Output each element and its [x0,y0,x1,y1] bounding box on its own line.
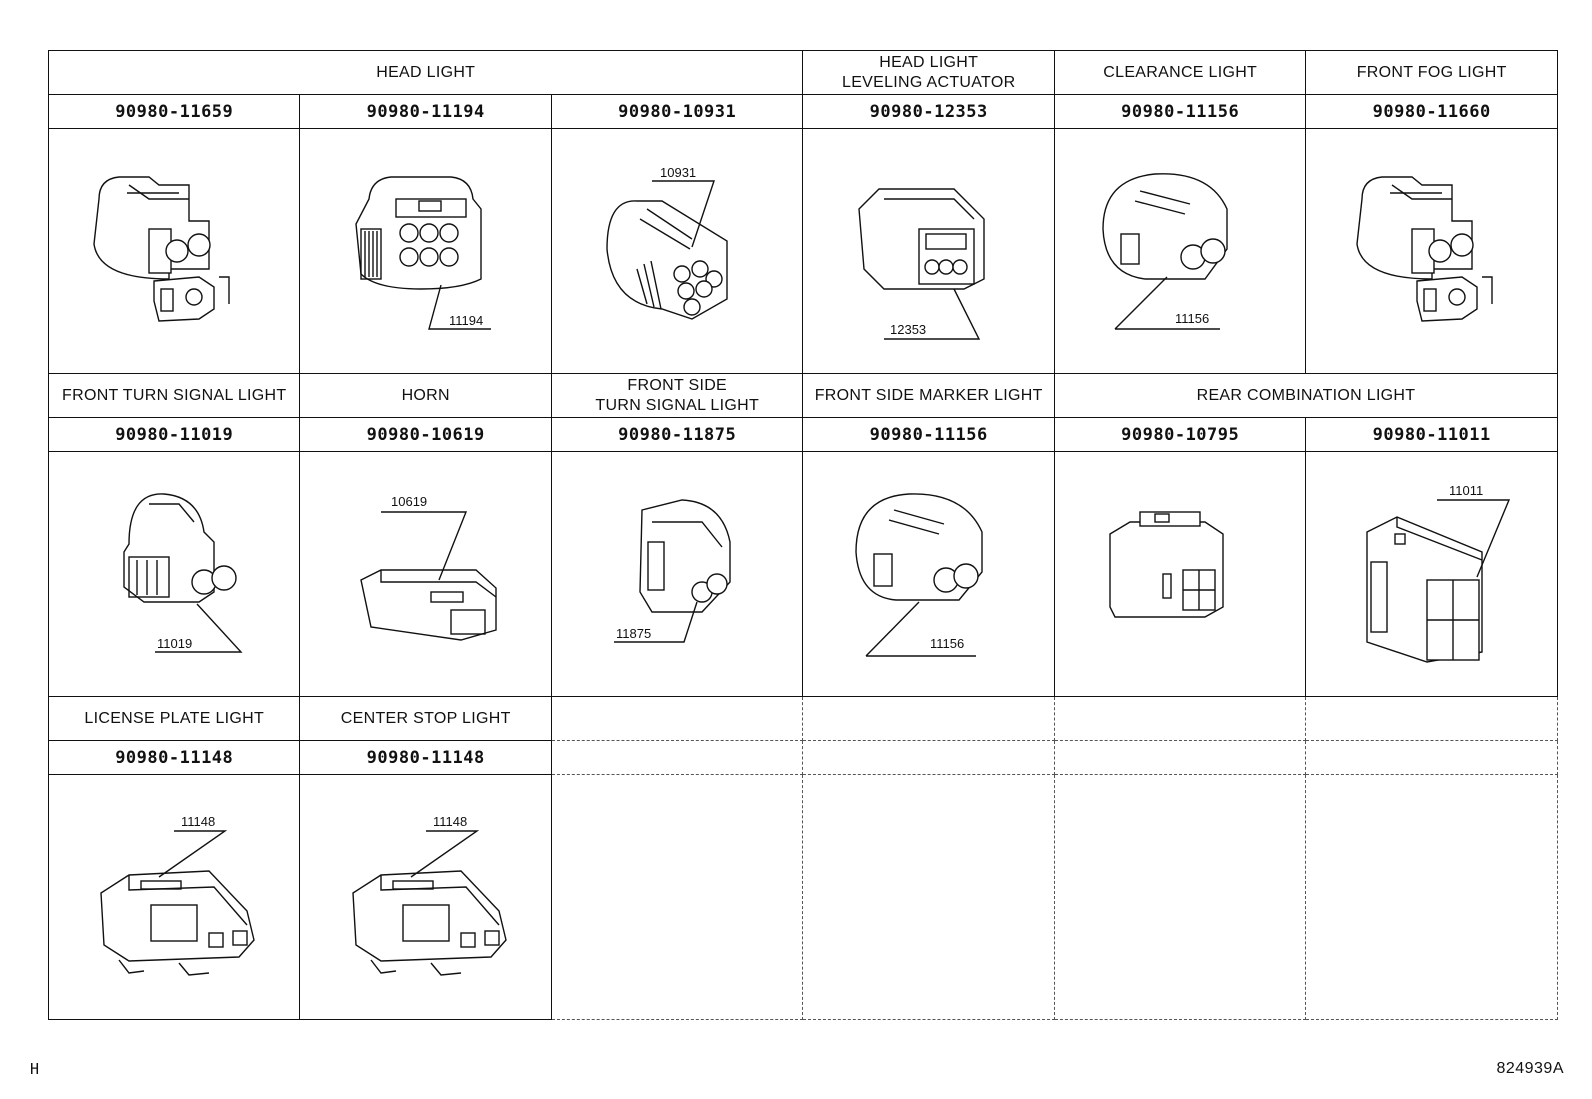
part-number: 90980-11660 [1306,95,1558,129]
connector-2pin-hooded-drawing [804,452,1054,696]
empty-cell [1054,697,1305,741]
connector-6pin-round-drawing [301,129,551,373]
connector-illustration [300,775,551,1020]
empty-cell [1054,741,1305,775]
connector-illustration [1054,452,1305,697]
connector-4pin-box-drawing [1055,452,1305,696]
empty-cell [1306,775,1558,1020]
connector-side-turn-drawing [552,452,802,696]
connector-illustration [803,452,1054,697]
callout-label: 10619 [390,494,427,509]
group-title-center-stop: CENTER STOP LIGHT [300,697,551,741]
connector-6pin-angled-drawing [552,129,802,373]
group-title-clearance-light: CLEARANCE LIGHT [1054,51,1305,95]
connector-3pin-box-drawing [804,129,1054,373]
callout-label: 11156 [1175,311,1210,326]
footer-mark: H [30,1060,40,1078]
group-title-rear-combination: REAR COMBINATION LIGHT [1054,374,1557,418]
part-number: 90980-11156 [803,418,1054,452]
part-number: 90980-10931 [551,95,803,129]
group-title-front-side-turn-signal: FRONT SIDE TURN SIGNAL LIGHT [551,374,803,418]
connector-2pin-drawing [49,452,299,696]
empty-cell [551,775,803,1020]
connector-plate-drawing [301,775,551,1019]
callout-label: 11148 [432,814,467,829]
connector-grid [48,50,1558,1020]
connector-illustration [1306,452,1558,697]
connector-illustration [300,129,551,374]
group-title-front-side-marker: FRONT SIDE MARKER LIGHT [803,374,1054,418]
connector-2pin-hooded-drawing [1055,129,1305,373]
group-title-license-plate: LICENSE PLATE LIGHT [49,697,300,741]
connector-illustration [551,452,803,697]
connector-illustration [803,129,1054,374]
part-number: 90980-10619 [300,418,551,452]
group-title-horn: HORN [300,374,551,418]
empty-cell [1306,697,1558,741]
callout-label: 10931 [660,165,697,180]
callout-label: 11011 [1448,483,1483,498]
group-title-head-light: HEAD LIGHT [49,51,803,95]
part-number: 90980-11156 [1054,95,1305,129]
callout-label: 12353 [889,322,926,337]
part-number: 90980-11659 [49,95,300,129]
empty-cell [551,697,803,741]
connector-plate-drawing [49,775,299,1019]
part-number: 90980-10795 [1054,418,1305,452]
empty-cell [803,697,1054,741]
part-number: 90980-11194 [300,95,551,129]
callout-label: 11156 [929,636,964,651]
callout-label: 11194 [448,313,483,328]
part-number: 90980-11875 [551,418,803,452]
empty-cell [1306,741,1558,775]
connector-illustration [49,452,300,697]
connector-4pin-tall-drawing [1307,452,1557,696]
callout-label: 11019 [157,636,193,651]
connector-horn-drawing [301,452,551,696]
empty-cell [1054,775,1305,1020]
drawing-number: 824939A [1496,1060,1564,1077]
connector-illustration [1306,129,1558,374]
part-number: 90980-11011 [1306,418,1558,452]
group-title-front-fog-light: FRONT FOG LIGHT [1306,51,1558,95]
connector-2pin-latch-drawing [49,129,299,373]
callout-label: 11148 [181,814,216,829]
empty-cell [551,741,803,775]
connector-illustration [49,775,300,1020]
callout-label: 11875 [616,626,652,641]
part-number: 90980-11019 [49,418,300,452]
connector-illustration [1054,129,1305,374]
group-title-leveling-actuator: HEAD LIGHT LEVELING ACTUATOR [803,51,1054,95]
connector-2pin-latch-drawing [1307,129,1557,373]
connector-illustration [551,129,803,374]
connector-illustration [300,452,551,697]
empty-cell [803,775,1054,1020]
part-number: 90980-11148 [300,741,551,775]
part-number: 90980-11148 [49,741,300,775]
connector-illustration [49,129,300,374]
empty-cell [803,741,1054,775]
group-title-front-turn-signal: FRONT TURN SIGNAL LIGHT [49,374,300,418]
part-number: 90980-12353 [803,95,1054,129]
connector-chart [48,50,1558,1030]
